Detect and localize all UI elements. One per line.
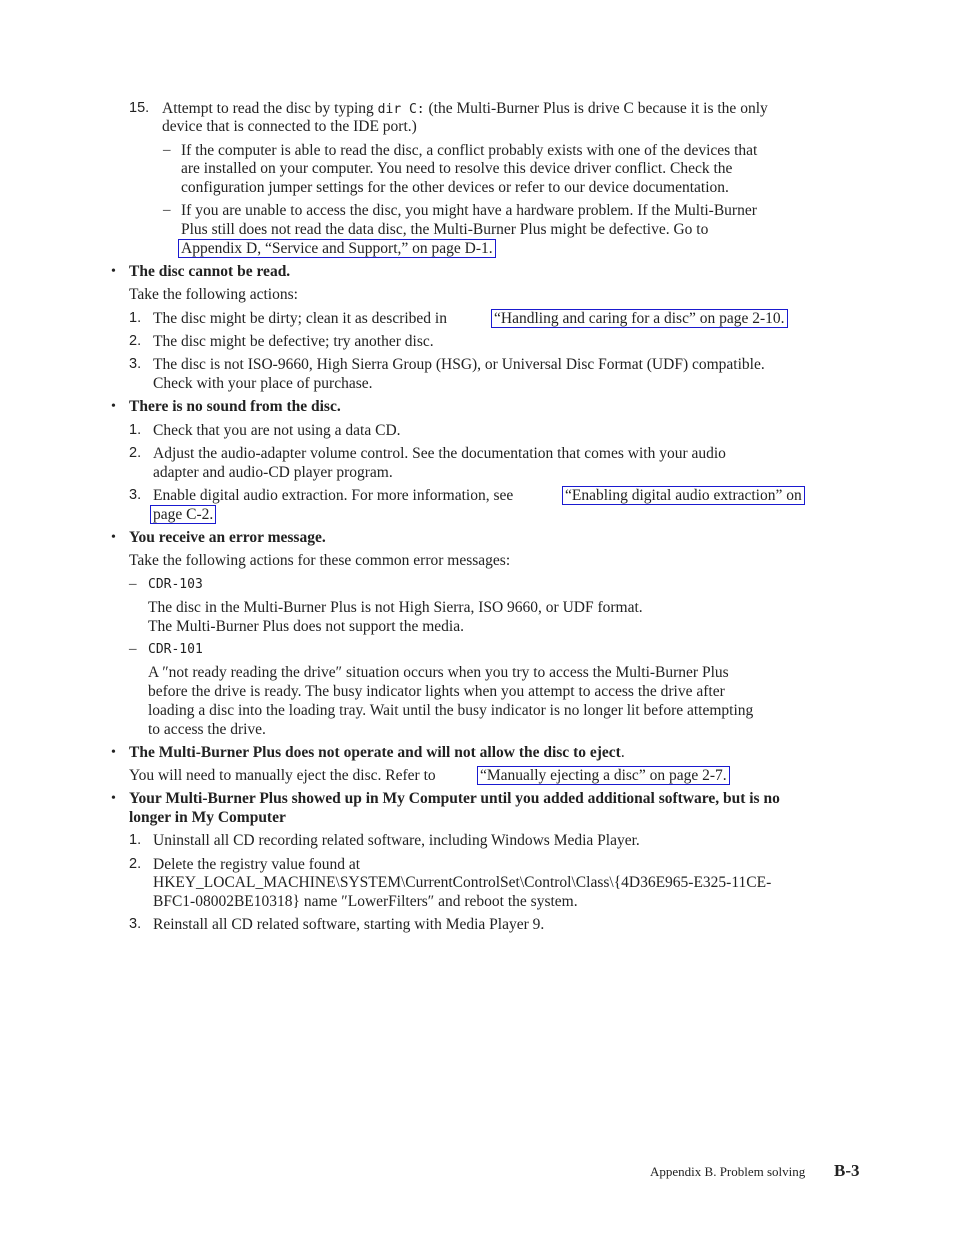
step-text: Delete the registry value found at: [153, 856, 361, 873]
step-number: 1.: [129, 832, 142, 848]
audio-extraction-link-page[interactable]: page C-2.: [150, 505, 216, 524]
step-text: BFC1-08002BE10318} name ″LowerFilters″ and reboot the system.: [153, 893, 578, 910]
manual-eject-link[interactable]: “Manually ejecting a disc” on page 2-7.: [477, 766, 730, 785]
step-number: 3.: [129, 487, 142, 503]
dash-marker: –: [129, 641, 137, 657]
section-heading-bold: The Multi-Burner Plus does not operate and will not allow the disc to eject: [129, 744, 621, 761]
step-number: 2.: [129, 445, 142, 461]
error-description: to access the drive.: [148, 721, 266, 738]
error-description: loading a disc into the loading tray. Wait until the busy indicator is no longer lit before attempting: [148, 702, 754, 719]
error-description: The Multi-Burner Plus does not support the media.: [148, 618, 464, 635]
dash-text: If the computer is able to read the disc, a conflict probably exists with one of the devices that: [181, 142, 758, 159]
step-text: Check that you are not using a data CD.: [153, 422, 401, 439]
step-text: The disc is not ISO-9660, High Sierra Group (HSG), or Universal Disc Format (UDF) compatible.: [153, 356, 765, 373]
dash-marker: –: [163, 202, 171, 218]
dash-text: If you are unable to access the disc, you might have a hardware problem. If the Multi-Burner: [181, 202, 757, 219]
dash-marker: –: [129, 576, 137, 592]
step-number: 1.: [129, 310, 142, 326]
step-text: The disc might be defective; try another disc.: [153, 333, 434, 350]
section-heading: You receive an error message.: [129, 529, 326, 546]
step-text: device that is connected to the IDE port.): [162, 118, 417, 135]
step-number: 3.: [129, 356, 142, 372]
dash-text: are installed on your computer. You need to resolve this device driver conflict. Check the: [181, 160, 733, 177]
step-number: 15.: [129, 100, 150, 116]
footer-section-title: Appendix B. Problem solving: [650, 1164, 806, 1179]
step-text: [162, 99, 768, 119]
error-code: CDR-103: [148, 577, 203, 592]
error-code: CDR-101: [148, 642, 203, 657]
dash-marker: –: [163, 142, 171, 158]
error-description: A ″not ready reading the drive″ situation occurs when you try to access the Multi-Burner Plus: [148, 664, 729, 681]
step-text-part: Attempt to read the disc by typing: [162, 100, 378, 117]
page-number: B-3: [834, 1161, 860, 1180]
step-text: adapter and audio-CD player program.: [153, 464, 393, 481]
bullet-marker: •: [111, 264, 116, 279]
step-text: Adjust the audio-adapter volume control. See the documentation that comes with your audio: [153, 445, 726, 462]
audio-extraction-link[interactable]: “Enabling digital audio extraction” on: [562, 486, 805, 505]
step-text-part: (the Multi-Burner Plus is drive C because it is the only: [424, 100, 768, 117]
error-description: The disc in the Multi-Burner Plus is not High Sierra, ISO 9660, or UDF format.: [148, 599, 643, 616]
step-number: 1.: [129, 422, 142, 438]
step-text: Enable digital audio extraction. For more information, see: [153, 487, 514, 504]
handling-disc-link[interactable]: “Handling and caring for a disc” on page 2-10.: [491, 309, 788, 328]
section-heading-end: .: [620, 744, 625, 761]
bullet-marker: •: [111, 530, 116, 545]
intro-text: Take the following actions:: [129, 286, 298, 303]
bullet-marker: •: [111, 399, 116, 414]
step-text: Check with your place of purchase.: [153, 375, 373, 392]
error-description: before the drive is ready. The busy indicator lights when you attempt to access the drive after: [148, 683, 725, 700]
intro-text: Take the following actions for these common error messages:: [129, 552, 511, 569]
body-text: You will need to manually eject the disc. Refer to: [129, 767, 436, 784]
step-text: Reinstall all CD related software, starting with Media Player 9.: [153, 916, 545, 933]
bullet-marker: •: [111, 791, 116, 806]
step-text: Uninstall all CD recording related software, including Windows Media Player.: [153, 832, 640, 849]
inline-code: dir C:: [377, 102, 425, 117]
step-text: HKEY_LOCAL_MACHINE\SYSTEM\CurrentControlSet\Control\Class\{4D36E965-E325-11CE-: [153, 874, 772, 891]
section-heading: Your Multi-Burner Plus showed up in My Computer until you added additional software, but is no: [129, 790, 780, 807]
bullet-marker: •: [111, 745, 116, 760]
step-number: 2.: [129, 333, 142, 349]
section-heading: longer in My Computer: [129, 809, 286, 826]
appendix-d-link[interactable]: Appendix D, “Service and Support,” on page D-1.: [178, 239, 496, 258]
step-text: The disc might be dirty; clean it as described in: [153, 310, 447, 327]
dash-text: configuration jumper settings for the other devices or refer to our device documentation.: [181, 179, 729, 196]
section-heading: [129, 743, 625, 762]
dash-text: Plus still does not read the data disc, the Multi-Burner Plus might be defective. Go to: [181, 221, 709, 238]
step-number: 3.: [129, 916, 142, 932]
section-heading: The disc cannot be read.: [129, 263, 291, 280]
section-heading: There is no sound from the disc.: [129, 398, 341, 415]
step-number: 2.: [129, 856, 142, 872]
